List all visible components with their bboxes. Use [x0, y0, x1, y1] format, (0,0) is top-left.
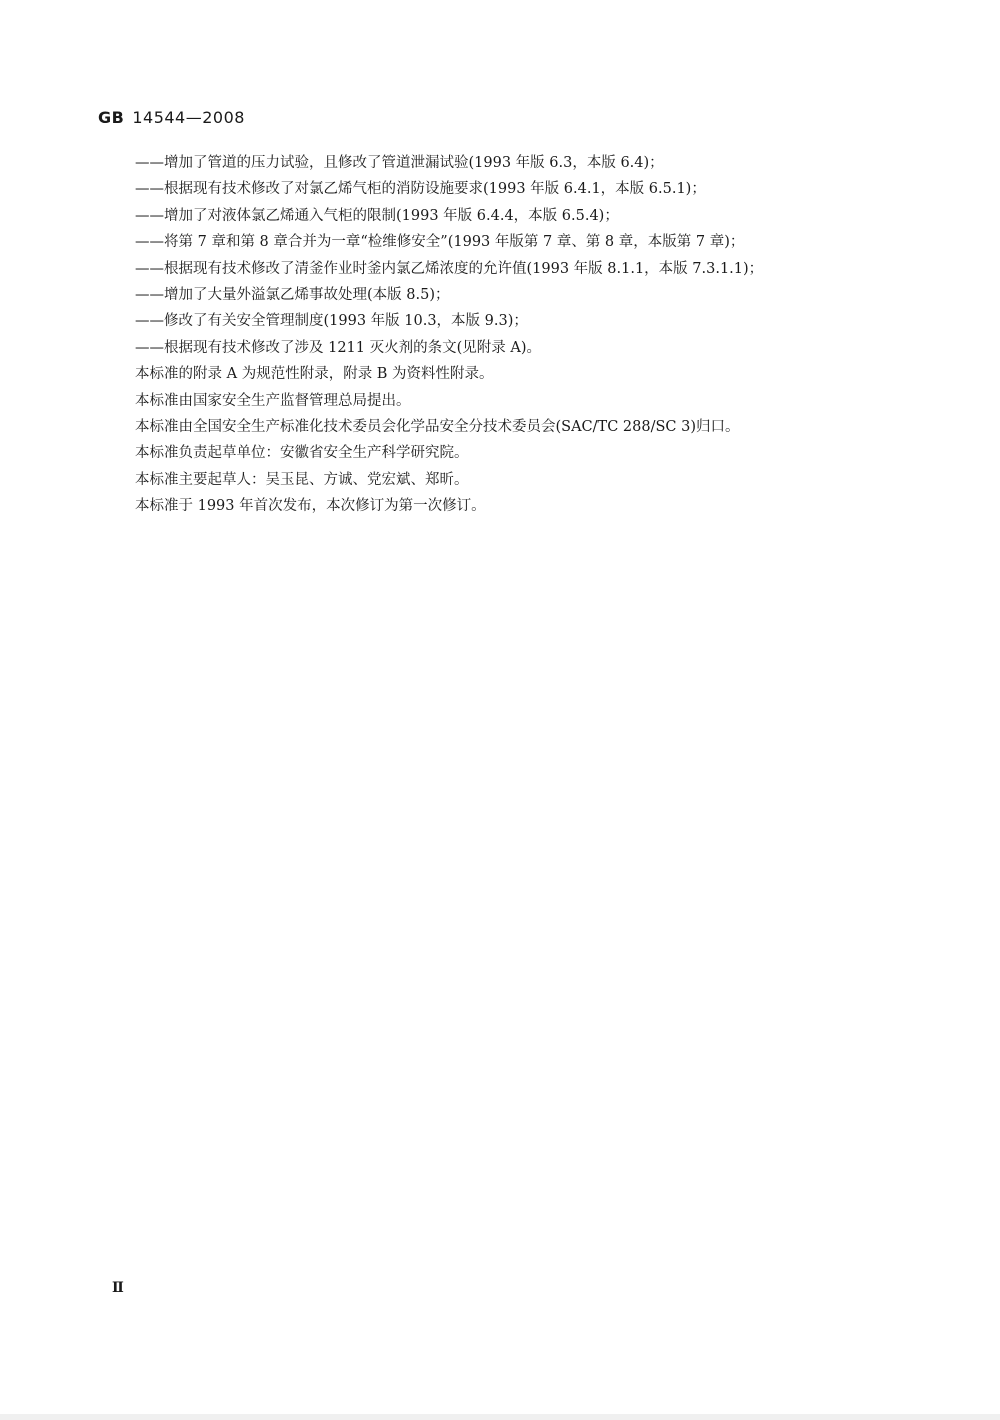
page-bottom-edge	[0, 1414, 1000, 1420]
statement-paragraph: 本标准负责起草单位：安徽省安全生产科学研究院。	[135, 445, 469, 462]
change-item: ——根据现有技术修改了对氯乙烯气柜的消防设施要求(1993 年版 6.4.1，本版 6.5.1)；	[135, 181, 706, 198]
standard-number: 14544—2008	[132, 108, 245, 127]
change-item: ——增加了对液体氯乙烯通入气柜的限制(1993 年版 6.4.4，本版 6.5.4)；	[135, 207, 619, 224]
statement-paragraph: 本标准的附录 A 为规范性附录，附录 B 为资料性附录。	[135, 366, 494, 383]
change-item: ——增加了管道的压力试验，且修改了管道泄漏试验(1993 年版 6.3，本版 6.4)；	[135, 155, 664, 171]
change-item: ——根据现有技术修改了涉及 1211 灭火剂的条文(见附录 A)。	[135, 339, 542, 356]
page-number: Ⅱ	[112, 1280, 124, 1296]
change-item: ——增加了大量外溢氯乙烯事故处理(本版 8.5)；	[135, 287, 450, 304]
change-item: ——将第 7 章和第 8 章合并为一章“检维修安全”(1993 年版第 7 章、第 8 章，本版第 7 章)；	[135, 234, 745, 251]
statement-paragraph: 本标准由国家安全生产监督管理总局提出。	[135, 392, 411, 409]
standard-prefix: GB	[98, 108, 125, 127]
change-item: ——修改了有关安全管理制度(1993 年版 10.3，本版 9.3)；	[135, 313, 528, 330]
standard-header	[98, 108, 245, 127]
statement-paragraph: 本标准主要起草人：吴玉昆、方诚、党宏斌、郑昕。	[135, 471, 469, 488]
statement-paragraph: 本标准由全国安全生产标准化技术委员会化学品安全分技术委员会(SAC/TC 288/SC 3)归口。	[135, 419, 740, 436]
statement-paragraph: 本标准于 1993 年首次发布，本次修订为第一次修订。	[135, 498, 486, 515]
change-item: ——根据现有技术修改了清釜作业时釜内氯乙烯浓度的允许值(1993 年版 8.1.1，本版 7.3.1.1)；	[135, 260, 764, 277]
foreword-body	[135, 150, 935, 520]
